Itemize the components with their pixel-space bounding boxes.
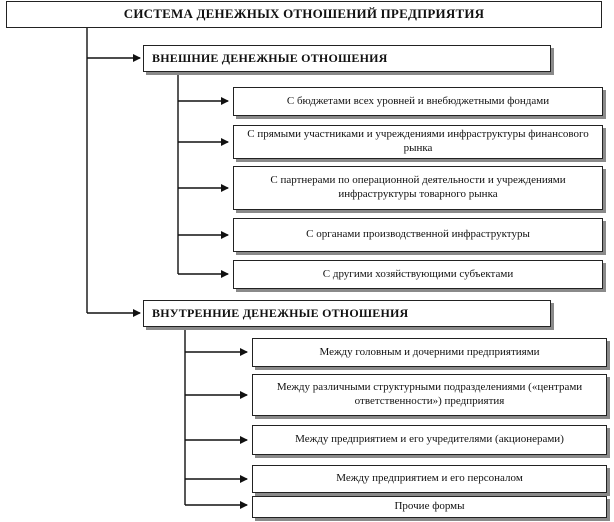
external-relations-header: ВНЕШНИЕ ДЕНЕЖНЫЕ ОТНОШЕНИЯ — [143, 45, 551, 72]
internal-item-parent-subsidiary: Между головным и дочерними предприятиями — [252, 338, 607, 367]
external-item-financial-market: С прямыми участниками и учреждениями инфраструктуры финансового рынка — [233, 125, 603, 159]
internal-relations-header: ВНУТРЕННИЕ ДЕНЕЖНЫЕ ОТНОШЕНИЯ — [143, 300, 551, 327]
external-item-other-entities: С другими хозяйствующими субъектами — [233, 260, 603, 289]
internal-item-personnel: Между предприятием и его персоналом — [252, 465, 607, 493]
external-item-operating-partners: С партнерами по операционной деятельности и учреждениями инфраструктуры товарного рынка — [233, 166, 603, 210]
diagram-title: СИСТЕМА ДЕНЕЖНЫХ ОТНОШЕНИЙ ПРЕДПРИЯТИЯ — [6, 1, 602, 28]
internal-item-responsibility-centers: Между различными структурными подразделениями («центрами ответственности») предприятия — [252, 374, 607, 416]
internal-item-other-forms: Прочие формы — [252, 496, 607, 518]
external-item-budgets: С бюджетами всех уровней и внебюджетными фондами — [233, 87, 603, 116]
internal-item-founders: Между предприятием и его учредителями (акционерами) — [252, 425, 607, 455]
external-item-production-infrastructure: С органами производственной инфраструктуры — [233, 218, 603, 252]
